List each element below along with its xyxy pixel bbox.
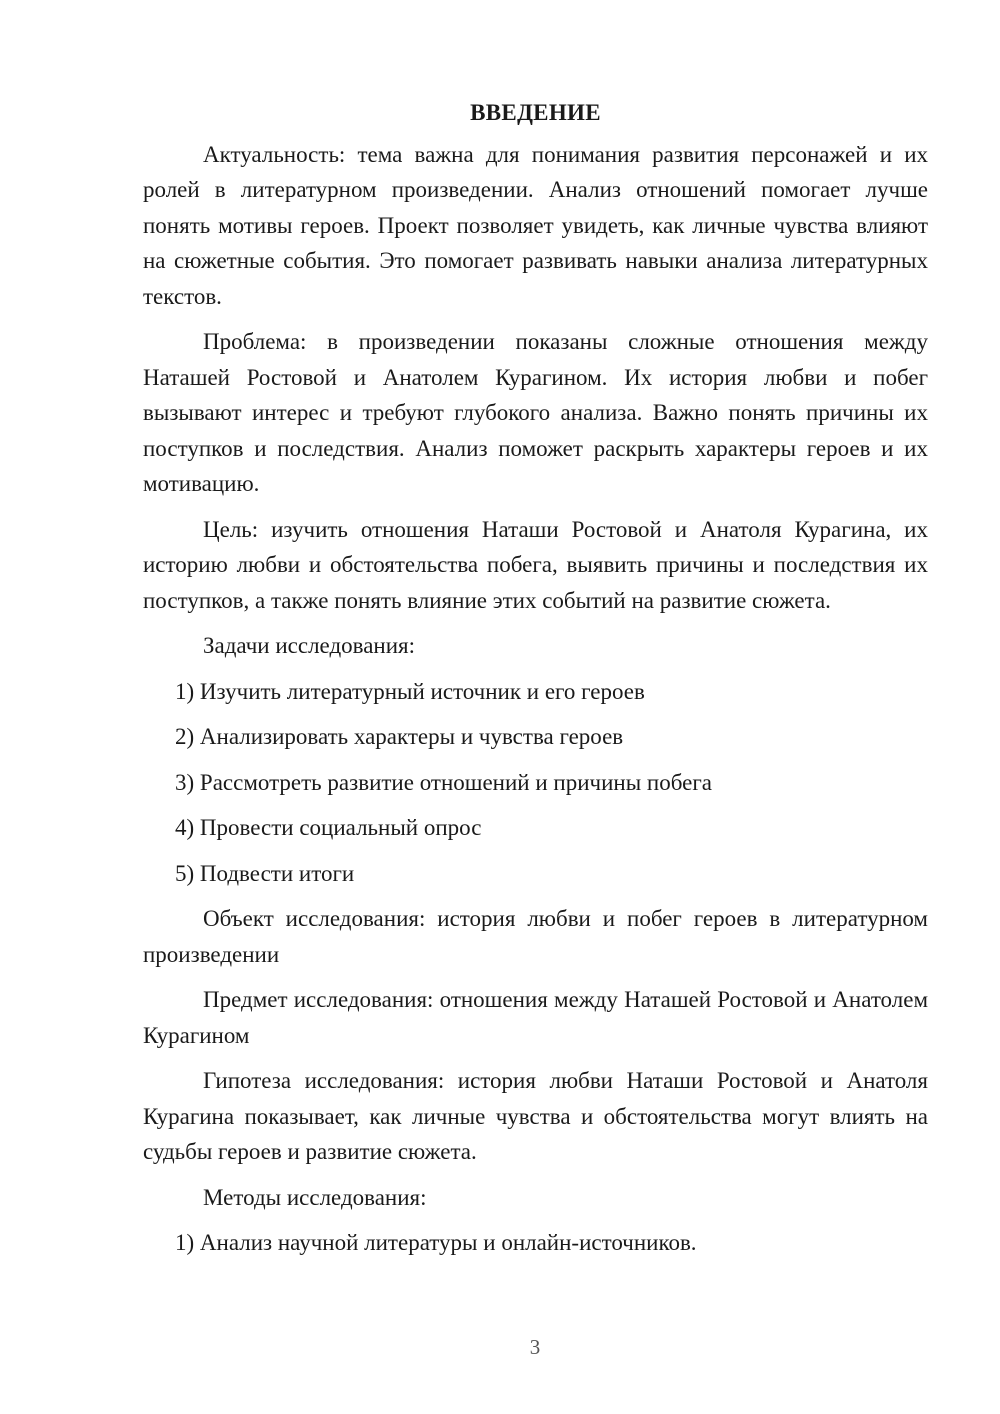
list-item: 1) Изучить литературный источник и его героев	[175, 678, 645, 704]
object-paragraph: Объект исследования: история любви и побег героев в литературном произведении	[143, 906, 928, 967]
list-item: 4) Провести социальный опрос	[175, 815, 482, 840]
section-heading: ВВЕДЕНИЕ	[470, 100, 601, 125]
page-number: 3	[529, 1335, 541, 1359]
list-item: 2) Анализировать характеры и чувства героев	[175, 724, 624, 749]
hypothesis-paragraph: Гипотеза исследования: история любви Наташи Ростовой и Анатоля Курагина показывает, как личные чувства и обстоятельства могут влиять на судьбы героев и развитие сюжета.	[143, 1068, 928, 1164]
subject-paragraph: Предмет исследования: отношения между Наташей Ростовой и Анатолем Курагином	[143, 987, 928, 1048]
goal-paragraph: Цель: изучить отношения Наташи Ростовой и Анатоля Курагина, их историю любви и обстоятельства побега, выявить причины и последствия их поступков, а также понять влияние этих событий на развитие сюжета.	[143, 516, 928, 613]
list-item: 1) Анализ научной литературы и онлайн-источников.	[175, 1230, 697, 1255]
methods-list	[143, 1225, 928, 1261]
tasks-list	[143, 674, 928, 892]
page-content	[143, 95, 928, 1271]
relevance-paragraph: Актуальность: тема важна для понимания развития персонажей и их ролей в литературном произведении. Анализ отношений помогает лучше понять мотивы героев. Проект позволяет увидеть, как личные чувства влияют на сюжетные события. Это помогает развивать навыки анализа литературных текстов.	[143, 141, 928, 309]
tasks-label: Задачи исследования:	[203, 633, 416, 658]
methods-label: Методы исследования:	[203, 1184, 427, 1210]
problem-paragraph: Проблема: в произведении показаны сложные отношения между Наташей Ростовой и Анатолем Курагином. Их история любви и побег вызывают интерес и требуют глубокого анализа. Важно понять причины их поступков и последствия. Анализ поможет раскрыть характеры героев и их мотивацию.	[143, 329, 928, 496]
list-item: 3) Рассмотреть развитие отношений и причины побега	[175, 769, 712, 795]
list-item: 5) Подвести итоги	[175, 860, 355, 886]
